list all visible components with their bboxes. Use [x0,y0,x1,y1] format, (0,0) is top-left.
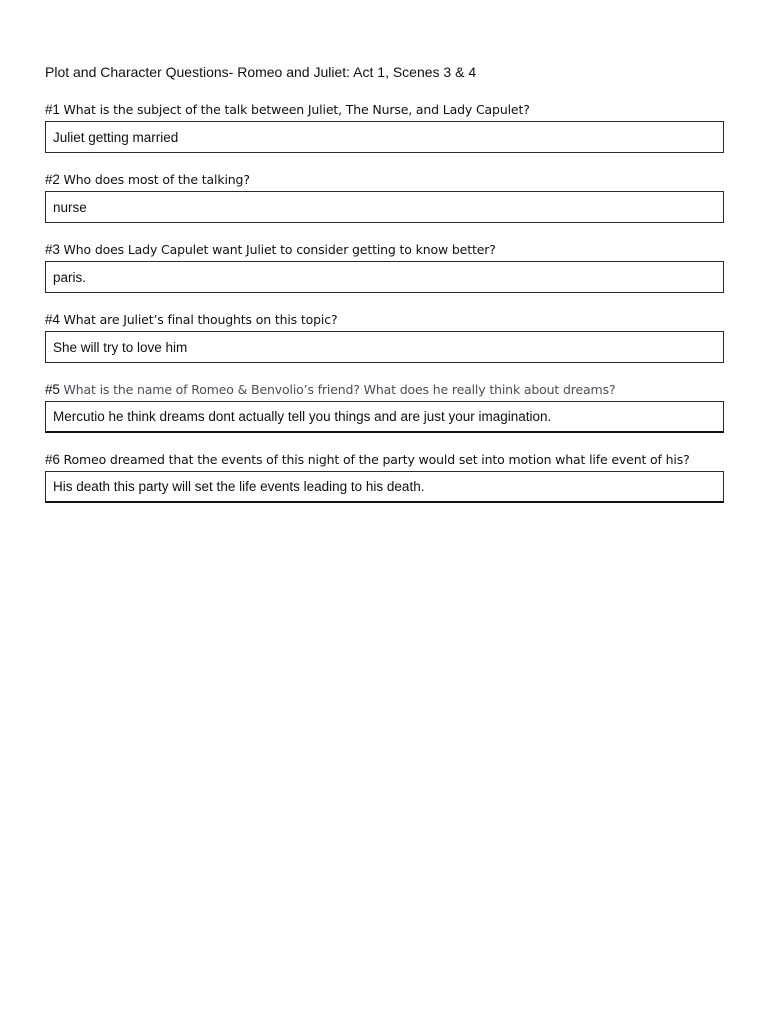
question-2 [45,172,724,188]
question-block-4 [45,312,724,363]
question-1 [45,102,724,118]
question-5 [45,382,724,398]
question-number: #6 [45,452,60,467]
question-number: #2 [45,172,60,187]
answer-field-4[interactable]: She will try to love him [45,331,724,363]
question-block-1 [45,102,724,153]
question-text: Who does most of the talking? [63,172,250,187]
question-number: #3 [45,242,60,257]
question-number: #4 [45,312,60,327]
question-number: #5 [45,382,60,397]
question-text: Romeo dreamed that the events of this night of the party would set into motion what life event of his? [63,452,690,467]
question-text: What are Juliet’s final thoughts on this topic? [63,312,338,327]
answer-field-1[interactable]: Juliet getting married [45,121,724,153]
question-number: #1 [45,102,60,117]
question-6 [45,452,724,468]
question-text: What is the subject of the talk between Juliet, The Nurse, and Lady Capulet? [63,102,530,117]
question-block-3 [45,242,724,293]
question-block-2 [45,172,724,223]
question-3 [45,242,724,258]
answer-field-5[interactable]: Mercutio he think dreams dont actually tell you things and are just your imagination. [45,401,724,433]
question-block-6 [45,452,724,503]
answer-field-3[interactable]: paris. [45,261,724,293]
question-4 [45,312,724,328]
question-text: What is the name of Romeo & Benvolio’s friend? What does he really think about dreams? [63,382,616,397]
answer-field-2[interactable]: nurse [45,191,724,223]
question-text: Who does Lady Capulet want Juliet to consider getting to know better? [63,242,496,257]
answer-field-6[interactable]: His death this party will set the life events leading to his death. [45,471,724,503]
question-block-5 [45,382,724,433]
worksheet-title: Plot and Character Questions- Romeo and Juliet: Act 1, Scenes 3 & 4 [45,64,477,80]
